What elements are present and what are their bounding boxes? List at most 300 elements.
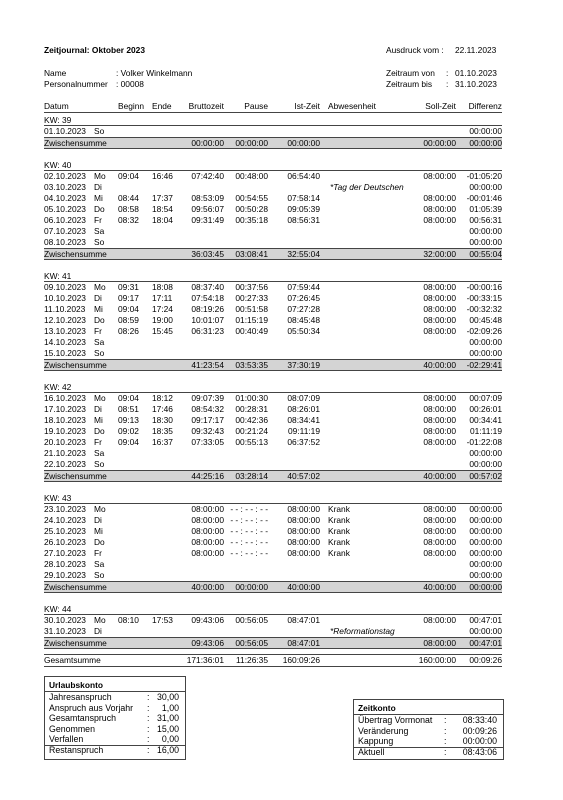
subtotal-break: 03:53:35 (235, 360, 268, 370)
cell-target-time: 08:00:00 (423, 193, 456, 203)
col-beginn: Beginn (118, 101, 145, 111)
account-separator: : (444, 715, 447, 725)
cell-gross-time: 08:00:00 (191, 537, 224, 547)
account-row (358, 715, 499, 726)
subtotal-gross-time: 40:00:00 (191, 582, 224, 592)
account-row (49, 703, 181, 714)
cell-begin: 09:04 (118, 171, 139, 181)
name-label: Name (44, 68, 67, 78)
table-row (44, 526, 502, 537)
cell-actual-time: 08:45:48 (287, 315, 320, 325)
range-to: 31.10.2023 (455, 79, 497, 89)
cell-actual-time: 08:47:01 (287, 615, 320, 625)
subtotal-actual-time: 40:00:00 (287, 582, 320, 592)
cell-gross-time: 08:54:32 (191, 404, 224, 414)
cell-actual-time: 08:00:00 (287, 548, 320, 558)
account-label: Aktuell (358, 746, 385, 757)
cell-weekday: Di (94, 626, 102, 636)
account-value: 15,00 (156, 723, 179, 734)
subtotal-label: Zwischensumme (44, 582, 107, 592)
cell-difference: 00:00:00 (469, 570, 502, 580)
cell-difference: -00:00:16 (466, 282, 502, 292)
cell-date: 11.10.2023 (44, 304, 86, 314)
table-row (44, 548, 502, 559)
cell-actual-time: 08:00:00 (287, 504, 320, 514)
account-label: Anspruch aus Vorjahr (49, 702, 134, 713)
cell-absence: Krank (328, 515, 350, 525)
subtotal-actual-time: 40:57:02 (287, 471, 320, 481)
subtotal-row (44, 137, 502, 149)
cell-date: 12.10.2023 (44, 315, 86, 325)
cell-weekday: So (94, 348, 105, 358)
cell-difference: 00:07:09 (469, 393, 502, 403)
cell-actual-time: 08:00:00 (287, 515, 320, 525)
subtotal-gross-time: 00:00:00 (191, 138, 224, 148)
account-row (49, 692, 181, 703)
cell-difference: -00:32:32 (466, 304, 502, 314)
cell-difference: -00:33:15 (466, 293, 502, 303)
cell-end: 17:11 (152, 293, 173, 303)
cell-difference: 00:00:00 (469, 526, 502, 536)
subtotal-actual-time: 08:47:01 (287, 638, 320, 648)
subtotal-row (44, 581, 502, 593)
table-row (44, 515, 502, 526)
cell-date: 28.10.2023 (44, 559, 86, 569)
cell-date: 14.10.2023 (44, 337, 86, 347)
range-from: 01.10.2023 (455, 68, 497, 78)
cell-weekday: Mo (94, 171, 106, 181)
cell-gross-time: 10:01:07 (191, 315, 224, 325)
grand-total-actual-time: 160:09:26 (282, 655, 320, 665)
week-label: KW: 42 (44, 382, 72, 392)
cell-break: 00:27:33 (235, 293, 268, 303)
subtotal-row (44, 470, 502, 482)
col-differenz: Differenz (468, 101, 502, 111)
subtotal-target-time: 08:00:00 (423, 638, 456, 648)
cell-difference: -01:05:20 (466, 171, 502, 181)
subtotal-target-time: 40:00:00 (423, 360, 456, 370)
grand-total-target-time: 160:00:00 (418, 655, 456, 665)
range-from-label: Zeitraum von (386, 68, 435, 78)
account-separator: : (444, 736, 447, 746)
cell-weekday: Mo (94, 282, 106, 292)
cell-end: 18:04 (152, 215, 173, 225)
subtotal-actual-time: 32:55:04 (287, 249, 320, 259)
table-row (44, 615, 502, 626)
cell-gross-time: 09:56:07 (191, 204, 224, 214)
subtotal-target-time: 40:00:00 (423, 471, 456, 481)
account-value: 08:33:40 (462, 715, 497, 725)
cell-break: - - : - - : - - (230, 548, 268, 558)
grand-total-label: Gesamtsumme (44, 655, 101, 665)
cell-date: 06.10.2023 (44, 215, 86, 225)
cell-target-time: 08:00:00 (423, 204, 456, 214)
table-row (44, 171, 502, 182)
cell-begin: 09:17 (118, 293, 139, 303)
cell-difference: 00:00:00 (469, 459, 502, 469)
cell-difference: 00:00:00 (469, 226, 502, 236)
account-label: Gesamtanspruch (49, 713, 116, 723)
subtotal-gross-time: 09:43:06 (191, 638, 224, 648)
account-value: 00:09:26 (462, 725, 497, 736)
cell-weekday: So (94, 570, 105, 580)
cell-end: 18:35 (152, 426, 173, 436)
cell-difference: 00:00:00 (469, 126, 502, 136)
cell-difference: 00:00:00 (469, 337, 502, 347)
cell-begin: 09:02 (118, 426, 139, 436)
week-label: KW: 40 (44, 160, 72, 170)
cell-date: 09.10.2023 (44, 282, 86, 292)
cell-break: - - : - - : - - (230, 537, 268, 547)
grand-total-difference: 00:09:26 (469, 655, 502, 665)
cell-break: - - : - - : - - (230, 526, 268, 536)
cell-gross-time: 09:32:43 (191, 426, 224, 436)
account-separator: : (444, 746, 447, 757)
cell-weekday: Di (94, 404, 102, 414)
cell-absence: Krank (328, 504, 350, 514)
cell-weekday: So (94, 126, 105, 136)
cell-gross-time: 09:07:39 (191, 393, 224, 403)
cell-difference: -02:09:26 (466, 326, 502, 336)
cell-date: 19.10.2023 (44, 426, 86, 436)
cell-gross-time: 08:00:00 (191, 515, 224, 525)
cell-begin: 08:26 (118, 326, 139, 336)
cell-begin: 09:04 (118, 437, 139, 447)
cell-date: 29.10.2023 (44, 570, 86, 580)
cell-difference: 00:00:00 (469, 559, 502, 569)
cell-absence: Krank (328, 526, 350, 536)
account-row (49, 745, 181, 756)
cell-actual-time: 08:56:31 (287, 215, 320, 225)
cell-weekday: Fr (94, 548, 102, 558)
cell-gross-time: 09:17:17 (191, 415, 224, 425)
table-row (44, 293, 502, 304)
cell-end: 18:54 (152, 204, 173, 214)
cell-date: 15.10.2023 (44, 348, 86, 358)
cell-gross-time: 08:19:26 (191, 304, 224, 314)
cell-weekday: Di (94, 182, 102, 192)
cell-difference: 00:34:41 (469, 415, 502, 425)
cell-target-time: 08:00:00 (423, 171, 456, 181)
cell-actual-time: 07:59:44 (287, 282, 320, 292)
cell-begin: 08:51 (118, 404, 139, 414)
account-value: 00:00:00 (462, 736, 497, 746)
table-row (44, 626, 502, 637)
account-row (358, 736, 499, 747)
account-row (358, 726, 499, 737)
vacation-account-title: Urlaubskonto (49, 680, 103, 690)
account-label: Verfallen (49, 734, 84, 744)
account-label: Restanspruch (49, 744, 104, 755)
week-label: KW: 43 (44, 493, 72, 503)
cell-end: 18:12 (152, 393, 173, 403)
cell-weekday: So (94, 237, 105, 247)
cell-weekday: Di (94, 515, 102, 525)
cell-weekday: Mi (94, 415, 103, 425)
cell-date: 18.10.2023 (44, 415, 86, 425)
table-row (44, 304, 502, 315)
cell-begin: 09:04 (118, 393, 139, 403)
subtotal-gross-time: 36:03:45 (191, 249, 224, 259)
cell-weekday: Do (94, 537, 105, 547)
account-separator: : (147, 723, 150, 734)
account-value: 1,00 (161, 702, 179, 713)
cell-weekday: Do (94, 204, 105, 214)
account-label: Jahresanspruch (49, 692, 112, 702)
account-separator: : (147, 744, 150, 755)
cell-difference: 01:11:19 (470, 426, 502, 436)
personnel-number-value: : 00008 (116, 79, 144, 89)
cell-end: 16:46 (152, 171, 173, 181)
table-row (44, 182, 502, 193)
cell-weekday: Di (94, 293, 102, 303)
cell-target-time: 08:00:00 (423, 393, 456, 403)
table-row (44, 237, 502, 248)
personnel-number-label: Personalnummer (44, 79, 108, 89)
cell-difference: 00:00:00 (469, 537, 502, 547)
cell-begin: 09:04 (118, 304, 139, 314)
subtotal-actual-time: 37:30:19 (287, 360, 320, 370)
cell-actual-time: 06:54:40 (287, 171, 320, 181)
cell-actual-time: 05:50:34 (287, 326, 320, 336)
subtotal-break: 00:00:00 (235, 138, 268, 148)
column-header (44, 101, 502, 112)
cell-difference: 00:56:31 (469, 215, 502, 225)
cell-weekday: Mi (94, 193, 103, 203)
cell-break: 01:00:30 (235, 393, 268, 403)
table-row (44, 426, 502, 437)
account-separator: : (444, 725, 447, 736)
table-row (44, 282, 502, 293)
subtotal-break: 00:56:05 (235, 638, 268, 648)
subtotal-difference: 00:00:00 (469, 138, 502, 148)
table-row (44, 504, 502, 515)
account-row (49, 724, 181, 735)
cell-break: 00:55:13 (235, 437, 268, 447)
cell-break: 00:54:55 (235, 193, 268, 203)
cell-target-time: 08:00:00 (423, 326, 456, 336)
table-row (44, 126, 502, 137)
account-separator: : (147, 734, 150, 744)
table-row (44, 537, 502, 548)
cell-actual-time: 07:27:28 (287, 304, 320, 314)
cell-break: - - : - - : - - (230, 515, 268, 525)
cell-date: 30.10.2023 (44, 615, 86, 625)
total-bottom-divider (44, 666, 502, 667)
cell-difference: 00:00:00 (469, 237, 502, 247)
subtotal-target-time: 00:00:00 (423, 138, 456, 148)
cell-break: 01:15:19 (235, 315, 268, 325)
col-brutto: Bruttozeit (188, 101, 224, 111)
cell-absence: Krank (328, 537, 350, 547)
cell-date: 03.10.2023 (44, 182, 86, 192)
range-from-sep: : (446, 68, 449, 78)
subtotal-row (44, 359, 502, 371)
cell-difference: 00:45:48 (469, 315, 502, 325)
table-row (44, 415, 502, 426)
print-date-label: Ausdruck vom : (386, 45, 444, 55)
cell-break: 00:48:00 (235, 171, 268, 181)
cell-difference: 01:05:39 (469, 204, 502, 214)
table-row (44, 215, 502, 226)
cell-end: 17:46 (152, 404, 173, 414)
cell-end: 19:00 (152, 315, 173, 325)
cell-target-time: 08:00:00 (423, 515, 456, 525)
name-value: : Volker Winkelmann (116, 68, 193, 78)
table-row (44, 570, 502, 581)
cell-gross-time: 08:00:00 (191, 548, 224, 558)
cell-weekday: Fr (94, 215, 102, 225)
cell-weekday: Fr (94, 326, 102, 336)
cell-end: 18:08 (152, 282, 173, 292)
col-datum: Datum (44, 101, 69, 111)
cell-break: 00:35:18 (235, 215, 268, 225)
cell-weekday: Do (94, 426, 105, 436)
cell-gross-time: 08:37:40 (191, 282, 224, 292)
cell-actual-time: 08:00:00 (287, 537, 320, 547)
grand-total-row (44, 655, 502, 666)
subtotal-target-time: 32:00:00 (423, 249, 456, 259)
account-row (49, 734, 181, 745)
cell-weekday: Sa (94, 226, 105, 236)
cell-absence: *Tag der Deutschen (330, 182, 404, 192)
cell-date: 10.10.2023 (44, 293, 86, 303)
cell-difference: 00:00:00 (469, 348, 502, 358)
range-to-label: Zeitraum bis (386, 79, 433, 89)
cell-end: 17:53 (152, 615, 173, 625)
cell-gross-time: 09:31:49 (191, 215, 224, 225)
cell-weekday: Fr (94, 437, 102, 447)
cell-date: 20.10.2023 (44, 437, 86, 447)
subtotal-difference: 00:00:00 (469, 582, 502, 592)
cell-break: 00:56:05 (235, 615, 268, 625)
account-label: Genommen (49, 723, 95, 734)
cell-begin: 08:10 (118, 615, 139, 625)
cell-date: 24.10.2023 (44, 515, 86, 525)
cell-gross-time: 06:31:23 (191, 326, 224, 336)
subtotal-label: Zwischensumme (44, 471, 107, 481)
subtotal-row (44, 637, 502, 649)
cell-target-time: 08:00:00 (423, 304, 456, 314)
subtotal-gross-time: 41:23:54 (191, 360, 224, 370)
cell-target-time: 08:00:00 (423, 437, 456, 447)
col-ist: Ist-Zeit (294, 101, 320, 111)
cell-actual-time: 08:34:41 (287, 415, 320, 425)
cell-actual-time: 09:11:19 (288, 426, 320, 436)
cell-date: 27.10.2023 (44, 548, 86, 558)
table-row (44, 459, 502, 470)
cell-begin: 08:32 (118, 215, 139, 225)
cell-begin: 09:31 (118, 282, 139, 292)
account-value: 30,00 (156, 692, 179, 702)
cell-gross-time: 08:00:00 (191, 526, 224, 536)
subtotal-target-time: 40:00:00 (423, 582, 456, 592)
cell-begin: 08:59 (118, 315, 139, 325)
cell-date: 07.10.2023 (44, 226, 86, 236)
cell-break: 00:50:28 (235, 204, 268, 214)
cell-date: 25.10.2023 (44, 526, 86, 536)
account-value: 08:43:06 (462, 746, 497, 757)
cell-target-time: 08:00:00 (423, 293, 456, 303)
cell-difference: 00:26:01 (469, 404, 502, 414)
cell-absence: Krank (328, 548, 350, 558)
cell-target-time: 08:00:00 (423, 526, 456, 536)
cell-difference: -01:22:08 (466, 437, 502, 447)
cell-target-time: 08:00:00 (423, 315, 456, 325)
cell-gross-time: 09:43:06 (191, 615, 224, 625)
cell-actual-time: 09:05:39 (287, 204, 320, 214)
range-to-sep: : (446, 79, 449, 89)
table-row (44, 204, 502, 215)
cell-target-time: 08:00:00 (423, 415, 456, 425)
subtotal-actual-time: 00:00:00 (287, 138, 320, 148)
cell-weekday: Sa (94, 337, 105, 347)
cell-target-time: 08:00:00 (423, 426, 456, 436)
vacation-account-box (44, 676, 186, 760)
table-row (44, 448, 502, 459)
cell-gross-time: 07:42:40 (191, 171, 224, 181)
cell-target-time: 08:00:00 (423, 537, 456, 547)
time-account-box (353, 699, 504, 760)
cell-actual-time: 07:58:14 (287, 193, 320, 203)
cell-date: 08.10.2023 (44, 237, 86, 247)
subtotal-difference: -02:29:41 (466, 360, 502, 370)
account-value: 16,00 (156, 744, 179, 755)
cell-date: 05.10.2023 (44, 204, 86, 214)
cell-begin: 08:44 (118, 193, 139, 203)
subtotal-break: 03:28:14 (235, 471, 268, 481)
table-row (44, 326, 502, 337)
table-row (44, 315, 502, 326)
cell-weekday: Mo (94, 615, 106, 625)
cell-target-time: 08:00:00 (423, 282, 456, 292)
account-label: Veränderung (358, 725, 409, 736)
cell-break: 00:37:56 (235, 282, 268, 292)
table-row (44, 337, 502, 348)
cell-date: 26.10.2023 (44, 537, 86, 547)
subtotal-label: Zwischensumme (44, 638, 107, 648)
table-row (44, 226, 502, 237)
cell-date: 21.10.2023 (44, 448, 86, 458)
cell-weekday: Mi (94, 304, 103, 314)
cell-target-time: 08:00:00 (423, 504, 456, 514)
week-label: KW: 39 (44, 115, 72, 125)
cell-break: - - : - - : - - (230, 504, 268, 514)
cell-date: 01.10.2023 (44, 126, 86, 136)
total-divider (44, 654, 502, 655)
account-value: 31,00 (156, 713, 179, 723)
cell-difference: 00:00:00 (469, 626, 502, 636)
cell-weekday: Sa (94, 448, 105, 458)
cell-break: 00:28:31 (235, 404, 268, 414)
account-value: 0,00 (161, 734, 179, 744)
cell-begin: 08:58 (118, 204, 139, 214)
account-total-divider (45, 745, 185, 746)
table-row (44, 193, 502, 204)
cell-date: 16.10.2023 (44, 393, 86, 403)
account-row (49, 713, 181, 724)
cell-date: 31.10.2023 (44, 626, 86, 636)
cell-actual-time: 08:00:00 (287, 526, 320, 536)
week-label: KW: 44 (44, 604, 72, 614)
grand-total-gross-time: 171:36:01 (186, 655, 224, 665)
cell-date: 04.10.2023 (44, 193, 86, 203)
print-date: 22.11.2023 (455, 45, 497, 55)
table-row (44, 404, 502, 415)
cell-break: 00:51:58 (235, 304, 268, 314)
cell-date: 22.10.2023 (44, 459, 86, 469)
cell-absence: *Reformationstag (330, 626, 395, 636)
